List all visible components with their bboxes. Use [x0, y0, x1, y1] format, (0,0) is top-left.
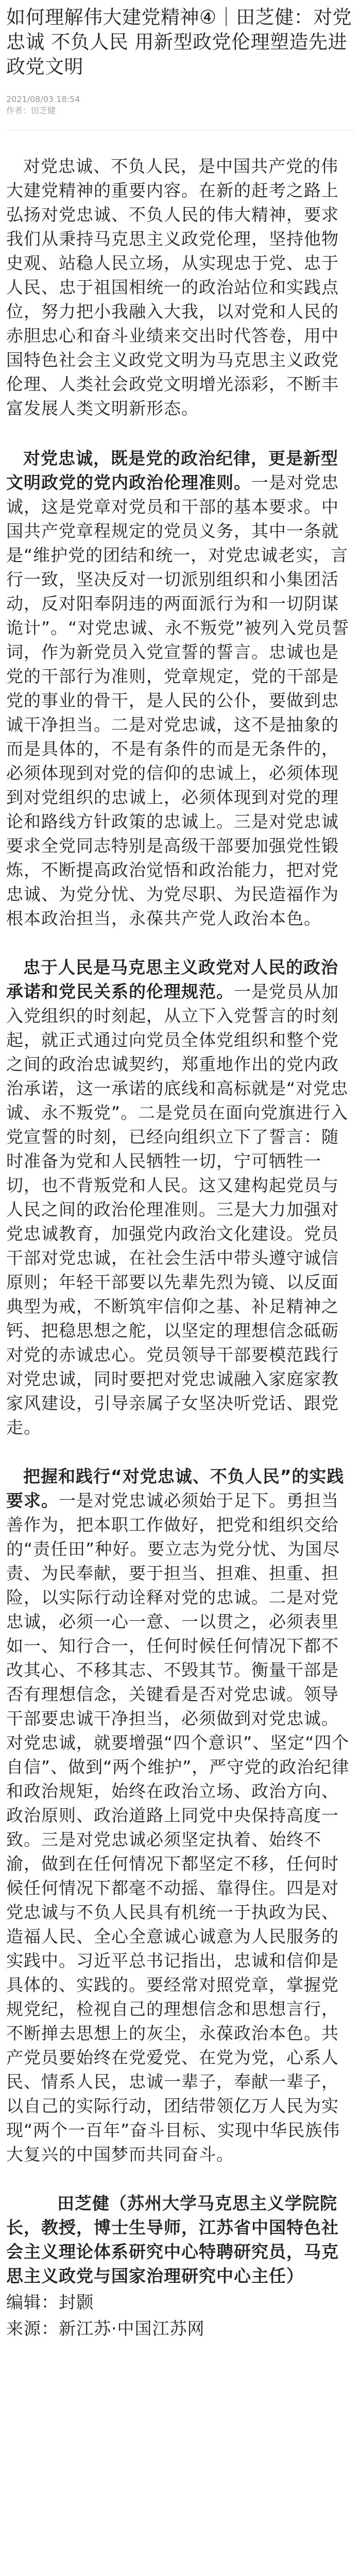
paragraph-loyal-to-people	[6, 955, 355, 1439]
paragraph-lead: 对党忠诚，既是党的政治纪律，更是新型文明政党的党内政治伦理准则。	[6, 448, 338, 493]
paragraph-intro	[6, 154, 355, 420]
paragraph-practice-requirements	[6, 1464, 355, 2166]
paragraph-text: 一是对党忠诚，这是党章对党员和干部的基本要求。中国共产党章程规定的党员义务，其中一条就是“维护党的团结和统一，对党忠诚老实，言行一致，坚决反对一切派别组织和小集团活动，反对阳奉阴违的两面派行为和一切阴谋诡计”。“对党忠诚、永不叛党”被列入党员誓词，作为新党员入党宣誓的誓言。忠诚也是党的干部行为准则，党章规定，党的干部是党的事业的骨干，是人民的公仆，要做到忠诚干净担当。二是对党忠诚，这不是抽象的而是具体的，不是有条件的而是无条件的，必须体现到对党的信仰的忠诚上，必须体现到对党组织的忠诚上，必须体现到对党的理论和路线方针政策的忠诚上。三是对党忠诚要求全党同志特别是高级干部要加强党性锻炼，不断提高政治觉悟和政治能力，把对党忠诚、为党分忧、为党尽职、为民造福作为根本政治担当，永葆共产党人政治本色。	[6, 472, 350, 928]
article-meta	[6, 94, 355, 116]
author-bio	[6, 2191, 355, 2288]
publish-date: 2021/08/03 18:54	[6, 94, 80, 104]
paragraph-text: 一是党员从加入党组织的时刻起，从立下入党誓言的时刻起，就正式通过向党员全体党组织和整个党之间的政治忠诚契约，郑重地作出的党内政治承诺，这一承诺的底线和高标就是“对党忠诚、永不叛党”。二是党员在面向党旗进行入党宣誓的时刻，已经向组织立下了誓言：随时准备为党和人民牺牲一切，宁可牺牲一切，也不背叛党和人民。这又建构起党员与人民之间的政治伦理准则。三是大力加强对党忠诚教育，加强党内政治文化建设。党员干部对党忠诚，在社会生活中带头遵守诚信原则；年轻干部要以先辈先烈为镜、以反面典型为戒，不断筑牢信仰之基、补足精神之钙、把稳思想之舵，以坚定的理想信念砥砺对党的赤诚忠心。党员领导干部要模范践行对党忠诚，同时要把对党忠诚融入家庭家教家风建设，引导亲属子女坚决听党话、跟党走。	[6, 981, 349, 1437]
author-bio-text: 田芝健（苏州大学马克思主义学院院长，教授，博士生导师，江苏省中国特色社会主义理论体系研究中心特聘研究员，马克思主义政党与国家治理研究中心主任）	[6, 2193, 339, 2286]
paragraph-lead: 把握和践行“对党忠诚、不负人民”的实践要求。	[6, 1466, 345, 1511]
source-credit: 来源：新江苏·中国江苏网	[6, 2318, 205, 2338]
author-byline: 作者：田芝健	[6, 106, 56, 115]
article-title: 如何理解伟大建党精神④｜田芝健：对党忠诚 不负人民 用新型政党伦理塑造先进政党文明	[6, 6, 352, 78]
paragraph-lead: 忠于人民是马克思主义政党对人民的政治承诺和党民关系的伦理规范。	[6, 957, 338, 1002]
paragraph-text: 一是对党忠诚必须始于足下。勇担当善作为，把本职工作做好，把党和组织交给的“责任田”种好。要立志为党分忧、为国尽责、为民奉献，要于担当、担难、担重、担险，以实际行动诠释对党的忠诚。二是对党忠诚，必须一心一意、一以贯之，必须表里如一、知行合一，任何时候任何情况下都不改其心、不移其志、不毁其节。衡量干部是否有理想信念，关键看是否对党忠诚。领导干部要忠诚干净担当，必须做到对党忠诚。对党忠诚，就要增强“四个意识”、坚定“四个自信”、做到“两个维护”，严守党的政治纪律和政治规矩，始终在政治立场、政治方向、政治原则、政治道路上同党中央保持高度一致。三是对党忠诚必须坚定执着、始终不渝，做到在任何情况下都坚定不移，任何时候任何情况下都毫不动摇、靠得住。四是对党忠诚与不负人民具有机统一于执政为民、造福人民、全心全意诚心诚意为人民服务的实践中。习近平总书记指出，忠诚和信仰是具体的、实践的。要经常对照党章，掌握党规党纪，检视自己的理想信念和思想言行，不断掸去思想上的灰尘，永葆政治本色。共产党员要始终在党爱党、在党为党，心系人民、情系人民，忠诚一辈子，奉献一辈子，以自己的实际行动，团结带领亿万人民为实现“两个一百年”奋斗目标、实现中华民族伟大复兴的中国梦而共同奋斗。	[6, 1490, 350, 2164]
paragraph-text: 对党忠诚、不负人民，是中国共产党的伟大建党精神的重要内容。在新的赶考之路上弘扬对党忠诚、不负人民的伟大精神，要求我们从秉持马克思主义政党伦理，坚持他物史观、站稳人民立场，从实现忠于党、忠于人民、忠于祖国相统一的政治站位和实践点位，努力把小我融入大我，以对党和人民的赤胆忠心和奋斗业绩来交出时代答卷，用中国特色社会主义政党文明为马克思主义政党伦理、人类社会政党文明增光添彩，不断丰富发展人类文明新形态。	[6, 156, 339, 418]
paragraph-loyalty-discipline	[6, 446, 355, 930]
editor-credit: 编辑：封颢	[6, 2292, 94, 2312]
